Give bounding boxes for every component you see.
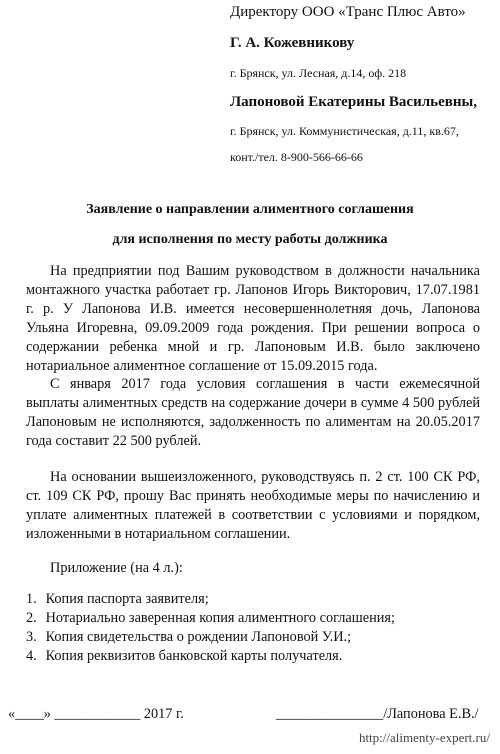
list-item (26, 609, 395, 628)
applicant-phone: конт./тел. 8-900-566-66-66 (230, 150, 363, 164)
appendix-label: Приложение (на 4 л.): (50, 560, 183, 576)
applicant-address: г. Брянск, ул. Коммунистическая, д.11, кв.67, (230, 124, 459, 138)
body-paragraph-3: На основании вышеизложенного, руководствуясь п. 2 ст. 100 СК РФ, ст. 109 СК РФ, прошу Вас принять необходимые меры по начислению и уплате алиментных платежей в соответствии с условиями и порядком, изложенными в нотариальном соглашении. (26, 469, 480, 542)
recipient-address: г. Брянск, ул. Лесная, д.14, оф. 218 (230, 66, 407, 80)
recipient-name: Г. А. Кожевникову (230, 35, 355, 51)
signature-name: _______________/Лапонова Е.В./ (276, 706, 479, 722)
body-paragraph-1: На предприятии под Вашим руководством в должности начальника монтажного участка работает гр. Лапонов Игорь Викторович, 17.07.1981 г. р. У Лапонова И.В. имеется несовершеннолетняя дочь, Лапонова Ульяна Игоревна, 09.09.2009 года рождения. При решении вопроса о содержании ребенка мной и гр. Лапоновым И.В. было заключено нотариальное алиментное соглашение от 15.09.2015 года. (26, 263, 480, 374)
body-paragraph-2: С января 2017 года условия соглашения в части ежемесячной выплаты алиментных средств на содержание дочери в сумме 4 500 рублей Лапоновым не исполняются, задолженность по алиментам на 20.05.2017 года составит 22 500 рублей. (26, 376, 480, 449)
list-item-number: 3. (26, 629, 37, 645)
list-item-text: Копия реквизитов банковской карты получателя. (45, 648, 343, 664)
applicant-name: Лапоновой Екатерины Васильевны, (230, 94, 477, 110)
list-item-number: 1. (26, 591, 37, 607)
list-item-text: Копия свидетельства о рождении Лапоновой У.И.; (45, 629, 352, 645)
appendix-list (26, 590, 395, 666)
recipient-position: Директору ООО «Транс Плюс Авто» (230, 4, 466, 20)
signature-date: «____» ____________ 2017 г. (8, 706, 184, 722)
watermark-url: http://alimenty-expert.ru/ (358, 730, 490, 745)
list-item-number: 4. (26, 648, 37, 664)
list-item (26, 590, 395, 609)
document-subtitle: для исполнения по месту работы должника (112, 232, 388, 247)
list-item (26, 647, 395, 666)
list-item (26, 628, 395, 647)
list-item-number: 2. (26, 610, 37, 626)
document-title: Заявление о направлении алиментного соглашения (86, 202, 414, 217)
list-item-text: Нотариально заверенная копия алиментного соглашения; (45, 610, 395, 626)
list-item-text: Копия паспорта заявителя; (45, 591, 209, 607)
